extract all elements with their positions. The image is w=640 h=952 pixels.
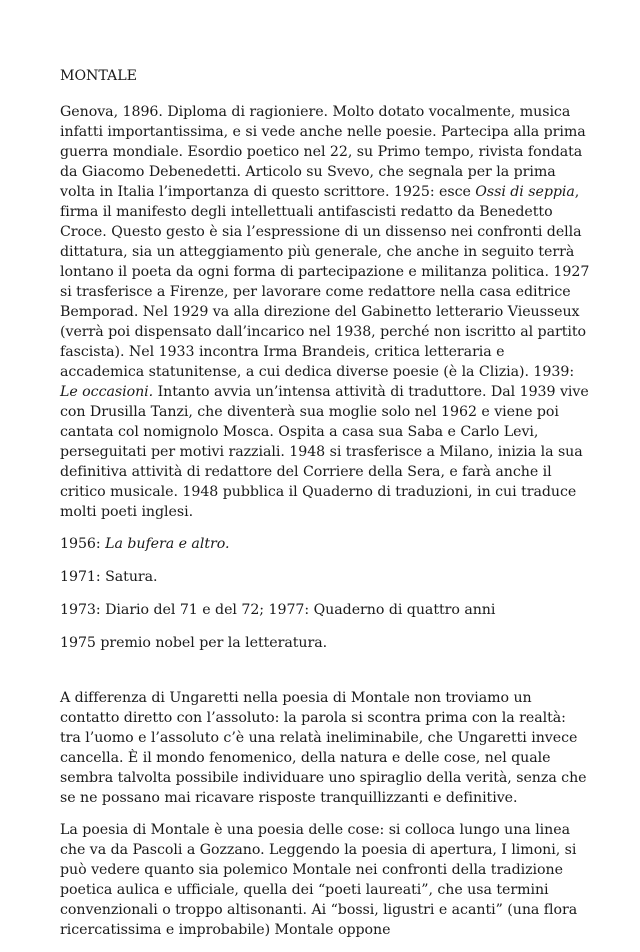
biography-paragraph	[60, 102, 590, 522]
bio-text-1: Genova, 1896. Diploma di ragioniere. Molto dotato vocalmente, musica infatti importantissima, e si vede anche nelle poesie. Partecipa alla prima guerra mondiale. Esordio poetico nel 22, su Primo tempo, rivista fondata da Giacomo Debenedetti. Articolo su Svevo, che segnala per la prima volta in Italia l’importanza di questo scrittore. 1925: esce	[60, 104, 586, 200]
works-line-text: 1975 premio nobel per la letteratura.	[60, 635, 328, 651]
document-title: MONTALE	[60, 68, 137, 84]
bio-text-2: , firma il manifesto degli intellettuali antifascisti redatto da Benedetto Croce. Questo gesto è sia l’espressione di un dissenso nei confronti della dittatura, sia un atteggiamento più generale, che anche in seguito terrà lontano il poeta da ogni forma di partecipazione e militanza politica. 1927 si trasferisce a Firenze, per lavorare come redattore nella casa editrice Bemporad. Nel 1929 va alla direzione del Gabinetto letterario Vieusseux (verrà poi dispensato dall’incarico nel 1938, perché non iscritto al partito fascista). Nel 1933 incontra Irma Brandeis, critica letteraria e accademica statunitense, a cui dedica diverse poesie (è la Clizia). 1939:	[60, 184, 590, 380]
works-line	[60, 633, 590, 653]
works-line-text: 1971: Satura.	[60, 569, 158, 585]
bio-work-ossi: Ossi di seppia	[475, 184, 575, 200]
section-spacer	[60, 666, 590, 688]
works-line-text: 1973: Diario del 71 e del 72; 1977: Quaderno di quattro anni	[60, 602, 496, 618]
works-line-title: La bufera e altro.	[105, 536, 230, 552]
bio-text-3: Intanto avvia un’intensa attività di traduttore. Dal 1939 vive con Drusilla Tanzi, che diventerà sua moglie solo nel 1962 e viene poi cantata col nomignolo Mosca. Ospita a casa sua Saba e Carlo Levi, perseguitati per motivi razziali. 1948 si trasferisce a Milano, inizia la sua definitiva attività di redattore del Corriere della Sera, e farà anche il critico musicale. 1948 pubblica il Quaderno di traduzioni, in cui traduce molti poeti inglesi.	[60, 384, 589, 520]
works-line	[60, 567, 590, 587]
document-page	[60, 66, 590, 952]
works-line	[60, 600, 590, 620]
essay-paragraph: La poesia di Montale è una poesia delle cose: si colloca lungo una linea che va da Pascoli a Gozzano. Leggendo la poesia di apertura, I limoni, si può vedere quanto sia polemico Montale nei confronti della tradizione poetica aulica e ufficiale, quella dei “poeti laureati”, che usa termini convenzionali o troppo altisonanti. Ai “bossi, ligustri e acanti” (una flora ricercatissima e improbabile) Montale oppone	[60, 822, 578, 938]
bio-work-occasioni: Le occasioni.	[60, 384, 154, 400]
essay-paragraph: A differenza di Ungaretti nella poesia di Montale non troviamo un contatto diretto con l’assoluto: la parola si scontra prima con la realtà: tra l’uomo e l’assoluto c’è una relatà ineliminabile, che Ungaretti invece cancella. È il mondo fenomenico, della natura e delle cose, nel quale sembra talvolta possibile individuare uno spiraglio della verità, senza che se ne possano mai ricavare risposte tranquillizzanti e definitive.	[60, 690, 587, 806]
works-line-text: 1956:	[60, 536, 106, 552]
works-line	[60, 534, 590, 554]
